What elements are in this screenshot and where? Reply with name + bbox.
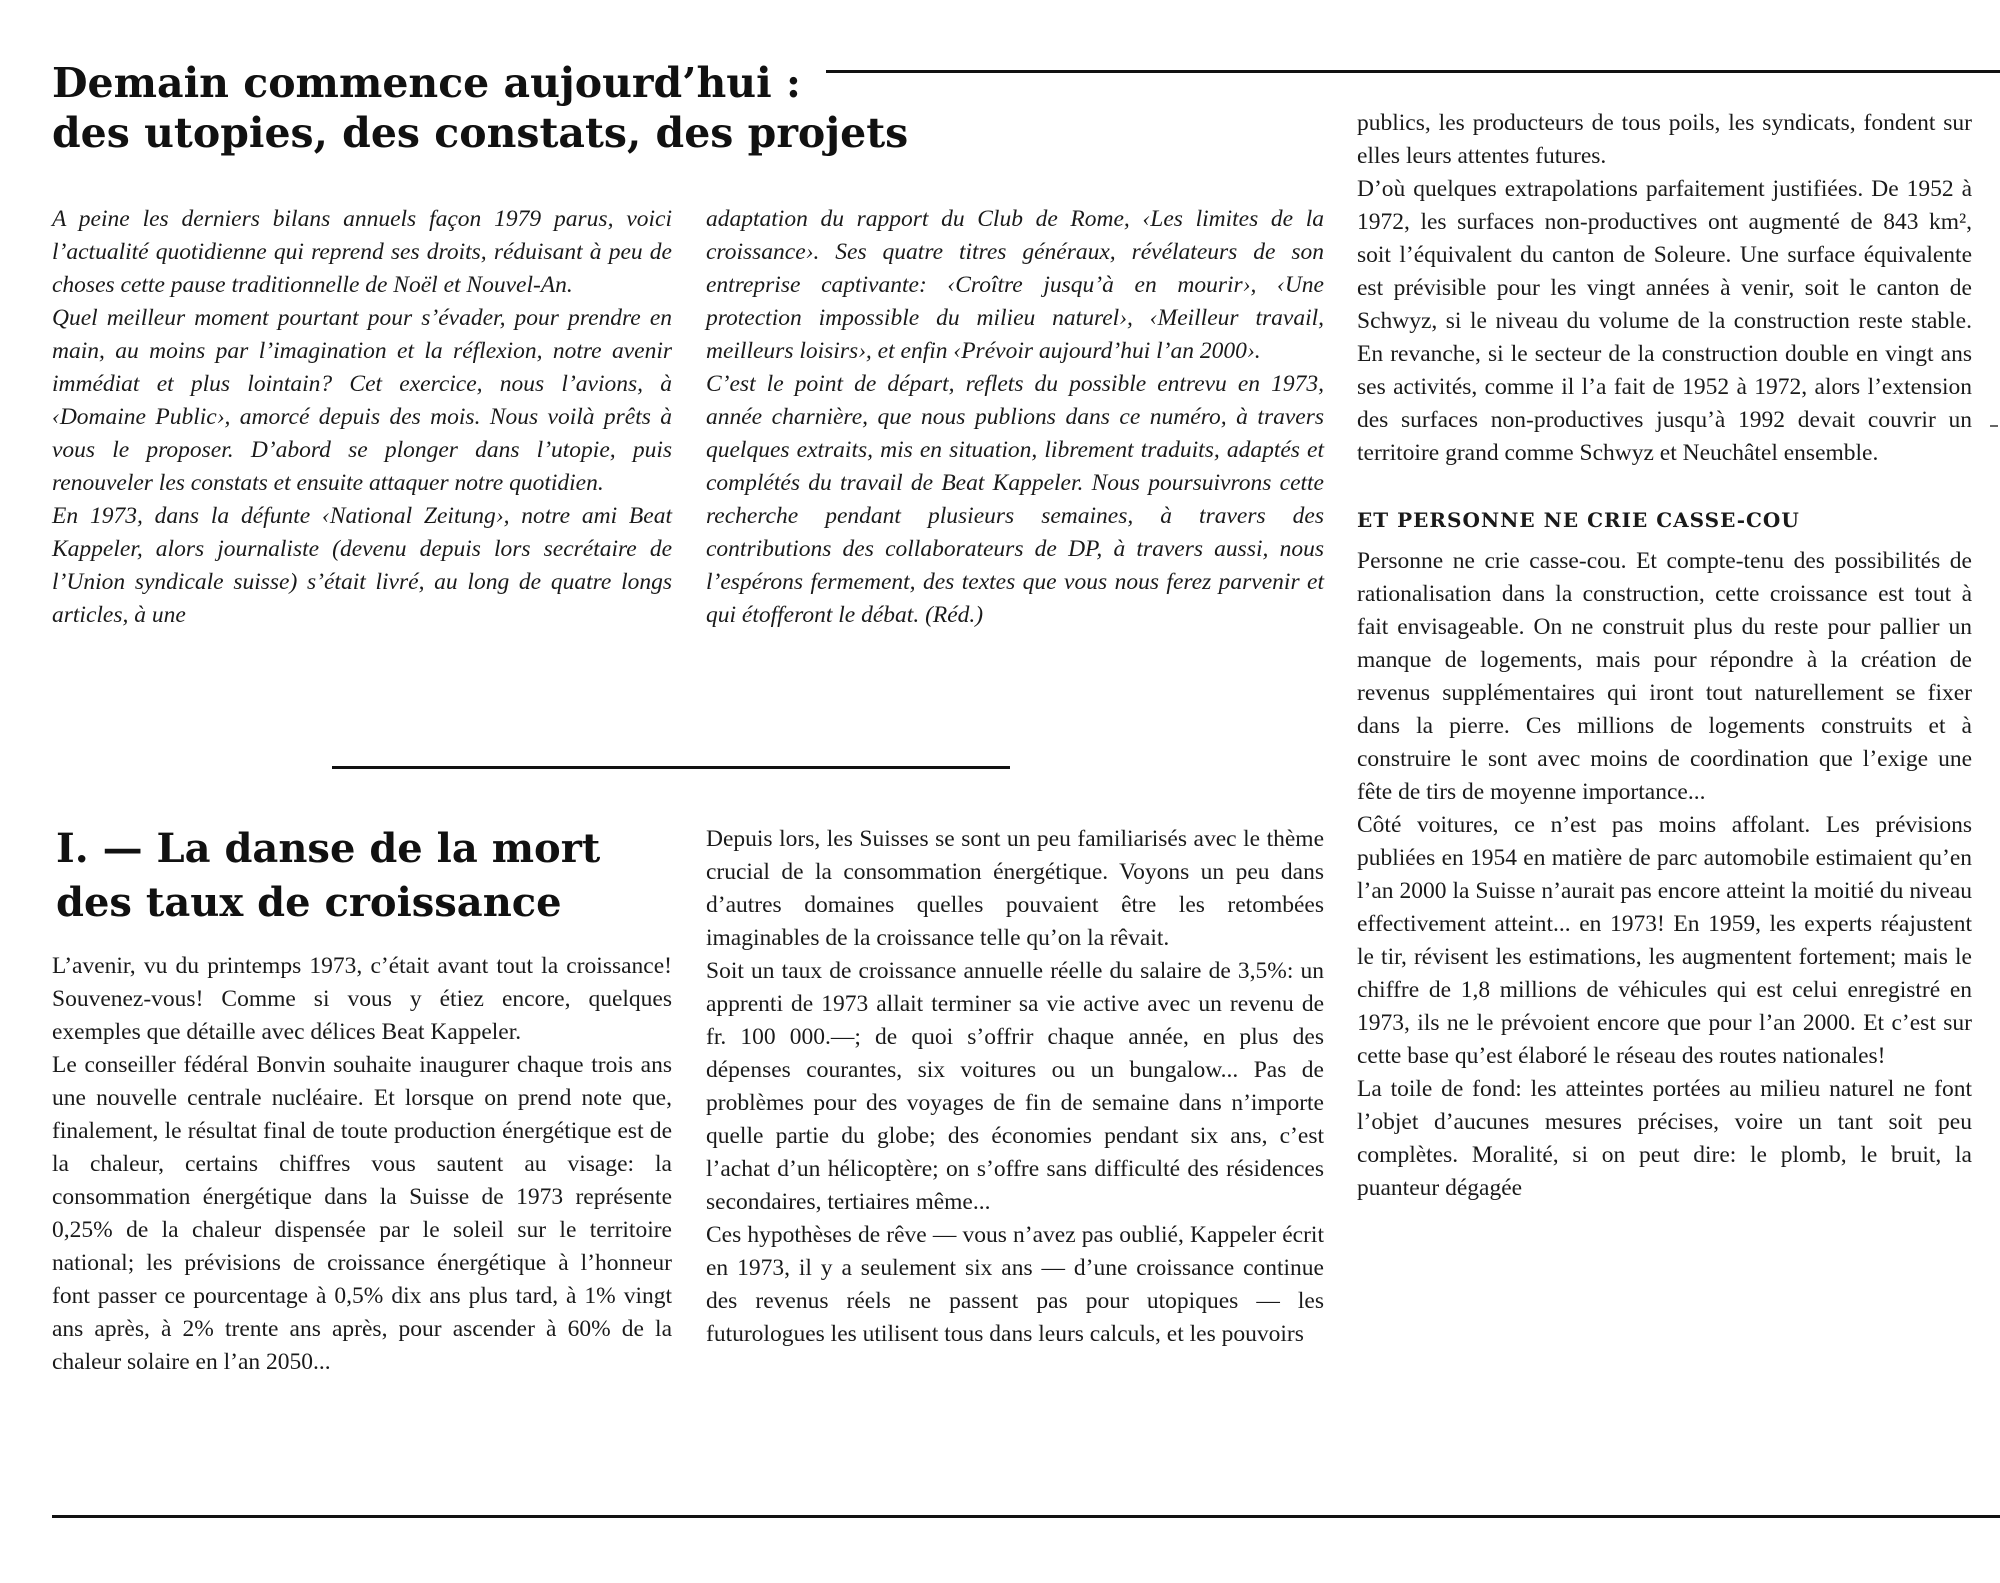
article-column-1 <box>52 950 672 1379</box>
body-paragraph: Soit un taux de croissance annuelle réelle du salaire de 3,5%: un apprenti de 1973 allait terminer sa vie active avec un revenu de fr. 100 000.—; de quoi s’offrir chaque année, en plus des dépenses courantes, six voitures ou un bungalow... Pas de problèmes pour des voyages de fin de semaine dans n’importe quelle partie du globe; des économies pendant six ans, c’est l’achat d’un hélicoptère; on s’offre sans difficulté des résidences secondaires, tertiaires même... <box>706 958 1324 1215</box>
body-paragraph: D’où quelques extrapolations parfaitement justifiées. De 1952 à 1972, les surfaces non-productives ont augmenté de 843 km², soit l’équivalent du canton de Soleure. Une surface équivalente est prévisible pour les vingt années à venir, soit le canton de Schwyz, si le niveau du volume de la construction reste stable. En revanche, si le secteur de la construction double en vingt ans ses activités, comme il l’a fait de 1952 à 1972, alors l’extension des surfaces non-productives jusqu’à 1992 devait couvrir un territoire grand comme Schwyz et Neuchâtel ensemble. <box>1357 176 1972 466</box>
intro-paragraph: C’est le point de départ, reflets du possible entrevu en 1973, année charnière, que nous publions dans ce numéro, à travers quelques extraits, mis en situation, librement traduits, adaptés et complétés du travail de Beat Kappeler. Nous poursuivrons cette recherche pendant plusieurs semaines, à travers des contributions des collaborateurs de DP, à travers aussi, nous l’espérons fermement, des textes que vous nous ferez parvenir et qui étofferont le débat. (Réd.) <box>706 371 1324 628</box>
article-title-line1: I. — La danse de la mort <box>56 825 601 872</box>
body-paragraph: L’avenir, vu du printemps 1973, c’était avant tout la croissance! Souvenez-vous! Comme si vous y étiez encore, quelques exemples que détaille avec délices Beat Kappeler. <box>52 953 672 1045</box>
article-title <box>56 822 600 930</box>
intro-paragraph: En 1973, dans la défunte ‹National Zeitung›, notre ami Beat Kappeler, alors journaliste (devenu depuis lors secrétaire de l’Union syndicale suisse) s’était livré, au long de quatre longs articles, à une <box>52 503 672 628</box>
top-rule <box>826 70 2000 73</box>
intro-paragraph: A peine les derniers bilans annuels façon 1979 parus, voici l’actualité quotidienne qui reprend ses droits, réduisant à peu de choses cette pause traditionnelle de Noël et Nouvel-An. <box>52 206 672 298</box>
body-paragraph: publics, les producteurs de tous poils, les syndicats, fondent sur elles leurs attentes futures. <box>1357 110 1972 169</box>
section-subheading: ET PERSONNE NE CRIE CASSE-COU <box>1357 508 1800 532</box>
bottom-rule <box>52 1515 2000 1518</box>
intro-paragraph: Quel meilleur moment pourtant pour s’évader, pour prendre en main, au moins par l’imagination et la réflexion, notre avenir immédiat et plus lointain? Cet exercice, nous l’avions, à ‹Domaine Public›, amorcé depuis des mois. Nous voilà prêts à vous le proposer. D’abord se plonger dans l’utopie, puis renouveler les constats et ensuite attaquer notre quotidien. <box>52 305 672 496</box>
page-title-line2: des utopies, des constats, des projets <box>52 109 909 158</box>
body-paragraph: Depuis lors, les Suisses se sont un peu familiarisés avec le thème crucial de la consommation énergétique. Voyons un peu dans d’autres domaines quelles pouvaient être les retombées imaginables de la croissance telle qu’on la rêvait. <box>706 826 1324 951</box>
body-paragraph: Côté voitures, ce n’est pas moins affolant. Les prévisions publiées en 1954 en matière de parc automobile estimaient qu’en l’an 2000 la Suisse n’aurait pas encore atteint la moitié du niveau effectivement atteint... en 1973! En 1959, les experts réajustent le tir, révisent les estimations, les augmentent fortement; mais le chiffre de 1,8 millions de véhicules qui est celui enregistré en 1973, ils ne le prévoient encore que pour l’an 2000. Et c’est sur cette base qu’est élaboré le réseau des routes nationales! <box>1357 812 1972 1069</box>
body-paragraph: Le conseiller fédéral Bonvin souhaite inaugurer chaque trois ans une nouvelle centrale nucléaire. Et lorsque on prend note que, finalement, le résultat final de toute production énergétique est de la chaleur, certains chiffres vous sautent au visage: la consommation énergétique dans la Suisse de 1973 représente 0,25% de la chaleur dispensée par le soleil sur le territoire national; les prévisions de croissance énergétique à l’honneur font passer ce pourcentage à 0,5% dix ans plus tard, à 1% vingt ans après, à 2% trente ans après, pour ascender à 60% de la chaleur solaire en l’an 2050... <box>52 1052 672 1375</box>
intro-right-column <box>706 203 1324 632</box>
page-title-line1: Demain commence aujourd’hui : <box>52 59 802 107</box>
intro-paragraph: adaptation du rapport du Club de Rome, ‹Les limites de la croissance›. Ses quatre titres généraux, révélateurs de son entreprise captivante: ‹Croître jusqu’à en mourir›, ‹Une protection impossible du milieu naturel›, ‹Meilleur travail, meilleurs loisirs›, et enfin ‹Prévoir aujourd’hui l’an 2000›. <box>706 206 1324 364</box>
article-column-2 <box>706 823 1324 1351</box>
section-divider-rule <box>332 766 1010 769</box>
body-paragraph: Ces hypothèses de rêve — vous n’avez pas oublié, Kappeler écrit en 1973, il y a seulement six ans — d’une croissance continue des revenus réels ne passent pas pour utopiques — les futurologues les utilisent tous dans leurs calculs, et les pouvoirs <box>706 1222 1324 1347</box>
page-title <box>52 58 908 158</box>
right-column <box>1357 107 1972 1205</box>
margin-mark <box>1990 425 1998 427</box>
intro-left-column <box>52 203 672 632</box>
article-title-line2: des taux de croissance <box>56 879 562 926</box>
body-paragraph: La toile de fond: les atteintes portées au milieu naturel ne font l’objet d’aucunes mesures précises, voire un tant soit peu complètes. Moralité, si on peut dire: le plomb, le bruit, la puanteur dégagée <box>1357 1076 1972 1201</box>
body-paragraph: Personne ne crie casse-cou. Et compte-tenu des possibilités de rationalisation dans la construction, cette croissance est tout à fait envisageable. On ne construit plus du reste pour pallier un manque de logements, mais pour répondre à la création de revenus supplémentaires qui iront tout naturellement se fixer dans la pierre. Ces millions de logements construits et à construire le sont avec moins de coordination que l’exige une fête de tirs de moyenne importance... <box>1357 548 1972 805</box>
